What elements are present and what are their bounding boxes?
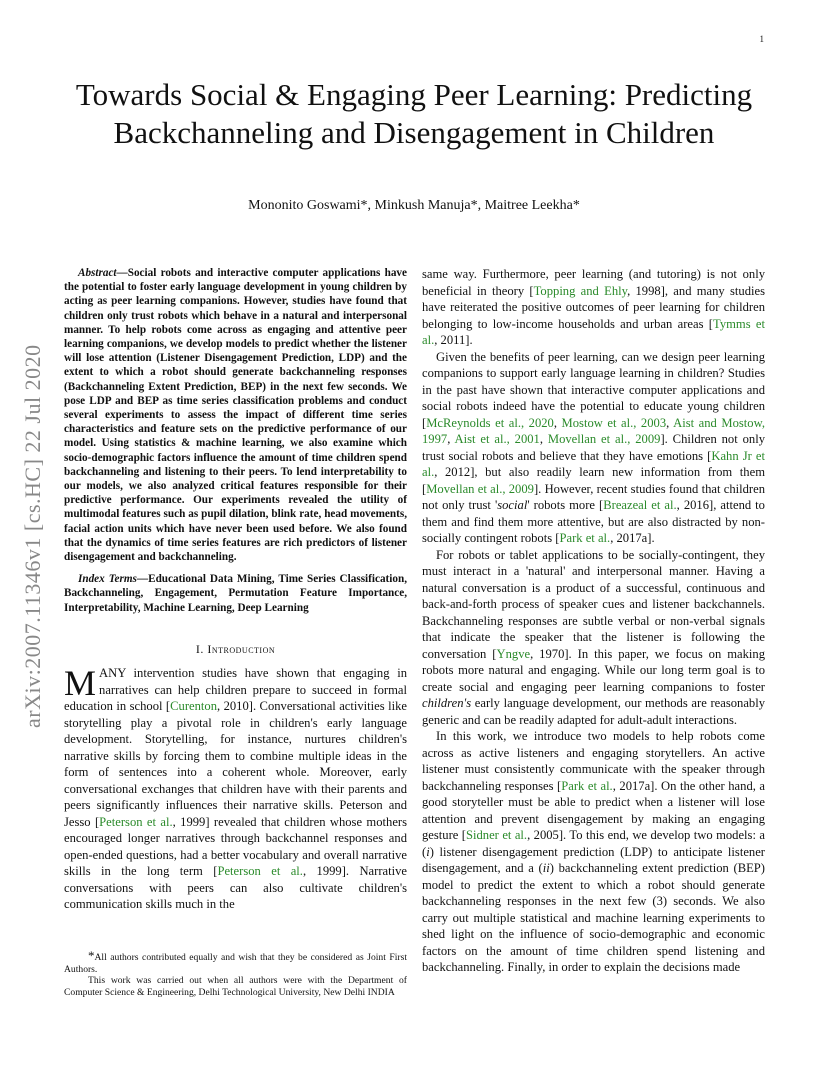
page-number: 1 xyxy=(759,34,764,44)
text-run: , 2005]. To this end, we develop two models: a ( xyxy=(422,828,765,859)
paragraph xyxy=(422,728,765,976)
paragraph xyxy=(422,349,765,547)
text-run: Given the benefits of peer learning, can we design peer learning companions to support early language learning in children? Studies in the past have shown that interactive computer applications and social robots indeed have the potential to educate young children [ xyxy=(422,349,765,430)
citation-link[interactable]: Breazeal et al. xyxy=(603,498,677,512)
paragraph xyxy=(422,547,765,729)
section-heading xyxy=(64,641,407,658)
text-run: , 1999]. Narrative conversations with peers can also cultivate children's communication skills much in the xyxy=(64,864,407,912)
citation-link[interactable]: Movellan et al., 2009 xyxy=(547,432,661,446)
italic-run: social xyxy=(497,498,528,512)
text-run: , 1970]. In this paper, we focus on making robots more natural and engaging. While our long term goal is to create social and engaging peer learning companions to foster xyxy=(422,646,765,694)
citation-link[interactable]: Park et al. xyxy=(559,531,611,545)
abstract xyxy=(64,266,407,564)
section-number: I. xyxy=(195,641,204,656)
italic-run: i xyxy=(426,844,430,859)
citation-link[interactable]: Park et al. xyxy=(561,778,613,793)
text-run: , xyxy=(447,432,455,446)
text-run: early language development, our methods are reasonably generic and can be readily adapted for adult-adult interactions. xyxy=(422,696,765,727)
index-terms xyxy=(64,572,407,615)
text-run: , xyxy=(666,415,674,430)
citation-link[interactable]: Aist et al., 2001 xyxy=(454,432,540,446)
text-run: , 2017a]. On the other hand, a good storyteller must be able to predict when a listener will lose attention and prevent disengagement by making an engaging gesture [ xyxy=(422,778,766,842)
text-run: same way. Furthermore, peer learning (and tutoring) is not only beneficial in theory [ xyxy=(422,267,765,298)
intro-paragraph xyxy=(64,665,407,913)
citation-link[interactable]: Aist and Mostow, 1997 xyxy=(422,415,765,446)
citation-link[interactable]: Curenton xyxy=(170,699,217,714)
text-run: ]. Children not only trust social robots and believe that they have emotions [ xyxy=(422,432,765,463)
text-run: ]. However, recent studies found that children not only trust ' xyxy=(422,481,765,512)
citation-link[interactable]: Peterson et al. xyxy=(99,814,173,829)
text-run: In this work, we introduce two models to help robots come across as active listeners and engaging storytellers. An active listener must consistently communicate with the speaker through backchanneling responses [ xyxy=(422,729,765,793)
right-column xyxy=(422,266,765,976)
text-run: ) listener disengagement prediction (LDP) to anticipate listener disengagement, and a ( xyxy=(422,844,765,875)
citation-link[interactable]: Topping and Ehly xyxy=(533,283,628,298)
left-column xyxy=(64,266,407,913)
text-run: For robots or tablet applications to be socially-contingent, they must interact in a 'natural' and interpersonal manner. Having a natural conversation is a product of a successful, continuous and back-and-forth process of speaker cues and listener backchannels. Backchanneling responses are subtle verbal or non-verbal signals that indicate the speaker that the listener is following the conversation [ xyxy=(422,547,765,661)
italic-run: ii xyxy=(542,861,550,875)
citation-link[interactable]: Sidner et al. xyxy=(466,828,528,842)
citation-link[interactable]: Kahn Jr et al. xyxy=(422,448,765,479)
footnote-1 xyxy=(64,950,407,975)
paragraph xyxy=(422,266,765,349)
footnote xyxy=(64,950,407,998)
index-terms-label: Index Terms xyxy=(78,573,137,586)
text-run: , 2012], but also readily learn new information from them [ xyxy=(422,465,765,496)
author-list: Mononito Goswami*, Minkush Manuja*, Maitree Leekha* xyxy=(248,198,580,213)
text-run: , 2017a]. xyxy=(610,531,655,545)
index-terms-text: —Educational Data Mining, Time Series Classification, Backchanneling, Engagement, Permutation Feature Importance, Interpretability, Machine Learning, Deep Learning xyxy=(64,573,407,614)
text-run: , 1998], and many studies have reiterated the positive outcomes of peer learning for children belonging to low-income households and urban areas [ xyxy=(422,283,765,331)
citation-link[interactable]: Peterson et al. xyxy=(217,864,303,879)
abstract-text: —Social robots and interactive computer applications have the potential to foster early language development in young children by acting as peer learning companions. However, studies have found that children only trust robots which behave in a natural and interpersonal manner. To help robots come across as engaging and attentive peer learning companions, we develop models to predict whether the listener will lose attention (Listener Disengagement Prediction, LDP) and the extent to which a robot should generate backchanneling responses (Backchanneling Extent Prediction, BEP) in the next few seconds. We pose LDP and BEP as time series classification problems and conduct several experiments to assess the impact of different time series characteristics and feature sets on the predictive performance of our model. Using statistics & machine learning, we also examine which socio-demographic factors influence the amount of time children spend backchanneling and listening to their peers. To lend interpretability to our models, we also analyzed critical features responsible for their predictive performance. Our experiments revealed the utility of multimodal features such as pupil dilation, blink rate, head movements, facial action units which have never been used before. We also found that the dynamics of time series features are rich predictors of listener disengagement and backchanneling. xyxy=(64,267,407,564)
citation-link[interactable]: Yngve xyxy=(496,646,531,661)
footnote-2: This work was carried out when all authors were with the Department of Computer Science & Engineering, Delhi Technological University, New Delhi INDIA xyxy=(64,975,407,998)
abstract-label: Abstract xyxy=(78,267,117,279)
citation-link[interactable]: Mostow et al., 2003 xyxy=(561,415,667,430)
section-title: Introduction xyxy=(207,641,276,656)
citation-link[interactable]: McReynolds et al., 2020 xyxy=(426,415,554,430)
text-run: , xyxy=(553,415,562,430)
footnote-star: * xyxy=(88,948,95,963)
text-run: , xyxy=(539,432,548,446)
arxiv-stamp[interactable]: arXiv:2007.11346v1 [cs.HC] 22 Jul 2020 xyxy=(20,344,45,728)
citation-link[interactable]: Tymms et al. xyxy=(422,316,765,347)
text-run: ' robots more [ xyxy=(527,498,604,512)
citation-link[interactable]: Movellan et al., 2009 xyxy=(426,481,534,496)
text-run: , 2010]. Conversational activities like storytelling play a pivotal role in children's early language development. Storytelling, for instance, nurtures children's narrative skills by forcing them to combine multiple ideas in the form of sentences into a coherent whole. Moreover, early conversational exchanges that children have with their parents and peers significantly influences their narrative skills. Peterson and Jesso [ xyxy=(64,699,407,829)
italic-run: children's xyxy=(422,696,472,710)
footnote-text: All authors contributed equally and wish that they be considered as Joint First Authors. xyxy=(64,952,407,975)
drop-cap: M xyxy=(64,663,97,704)
paper-title: Towards Social & Engaging Peer Learning: Predicting Backchanneling and Disengagement in Children xyxy=(75,77,753,150)
text-run: ANY intervention studies have shown that engaging in narratives can help children prepare to succeed in formal education in school [ xyxy=(64,666,407,714)
text-run: , 2016], attend to them and find them more attentive, but are also distracted by non-socially contingent robots [ xyxy=(422,498,765,545)
text-run: , 2011]. xyxy=(434,333,473,347)
text-run: , 1999] revealed that children whose mothers encouraged longer narratives through backchannel responses and open-ended questions, had a better vocabulary and overall narrative skills in the long term [ xyxy=(64,814,408,879)
text-run: ) backchanneling extent prediction (BEP) model to predict the extent to which a robot should generate backchanneling responses in the next few (3) seconds. We also carry out multiple statistical and machine learning experiments to shed light on the influence of socio-demographic and economic factors on the amount of time children spend listening and backchanneling. Finally, in order to explain the decisions made xyxy=(422,861,765,974)
